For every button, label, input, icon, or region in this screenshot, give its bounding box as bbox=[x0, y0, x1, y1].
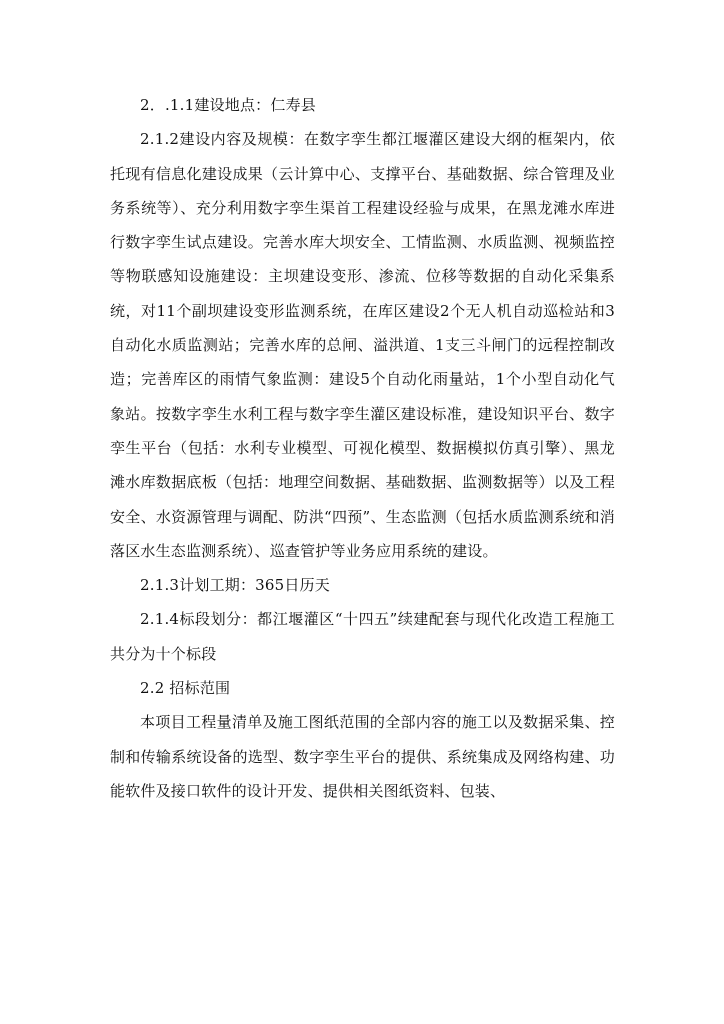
paragraph-schedule: 2.1.3计划工期：365日历天 bbox=[140, 576, 330, 595]
section-heading-bidding-scope: 2.2 招标范围 bbox=[140, 679, 231, 698]
document-body bbox=[110, 88, 615, 808]
paragraph-bidding-scope: 本项目工程量清单及施工图纸范围的全部内容的施工以及数据采集、控制和传输系统设备的选型、数字孪生平台的提供、系统集成及网络构建、功能软件及接口软件的设计开发、提供相关图纸资料、包装、 bbox=[110, 713, 615, 800]
paragraph-construction-scope: 2.1.2建设内容及规模：在数字孪生都江堰灌区建设大纲的框架内，依托现有信息化建设成果（云计算中心、支撑平台、基础数据、综合管理及业务系统等）、充分利用数字孪生渠首工程建设经验与成果，在黑龙滩水库进行数字孪生试点建设。完善水库大坝安全、工情监测、水质监测、视频监控等物联感知设施建设：主坝建设变形、渗流、位移等数据的自动化采集系统，对11个副坝建设变形监测系统，在库区建设2个无人机自动巡检站和3自动化水质监测站；完善水库的总闸、溢洪道、1支三斗闸门的远程控制改造；完善库区的雨情气象监测：建设5个自动化雨量站，1个小型自动化气象站。按数字孪生水利工程与数字孪生灌区建设标准，建设知识平台、数字孪生平台（包括：水利专业模型、可视化模型、数据模拟仿真引擎）、黑龙滩水库数据底板（包括：地理空间数据、基础数据、监测数据等）以及工程安全、水资源管理与调配、防洪“四预”、生态监测（包括水质监测系统和消落区水生态监测系统）、巡查管护等业务应用系统的建设。 bbox=[110, 130, 615, 560]
paragraph-lot-division: 2.1.4标段划分：都江堰灌区“十四五”续建配套与现代化改造工程施工共分为十个标段 bbox=[110, 610, 615, 663]
paragraph-construction-site: 2．.1.1建设地点：仁寿县 bbox=[140, 96, 316, 114]
